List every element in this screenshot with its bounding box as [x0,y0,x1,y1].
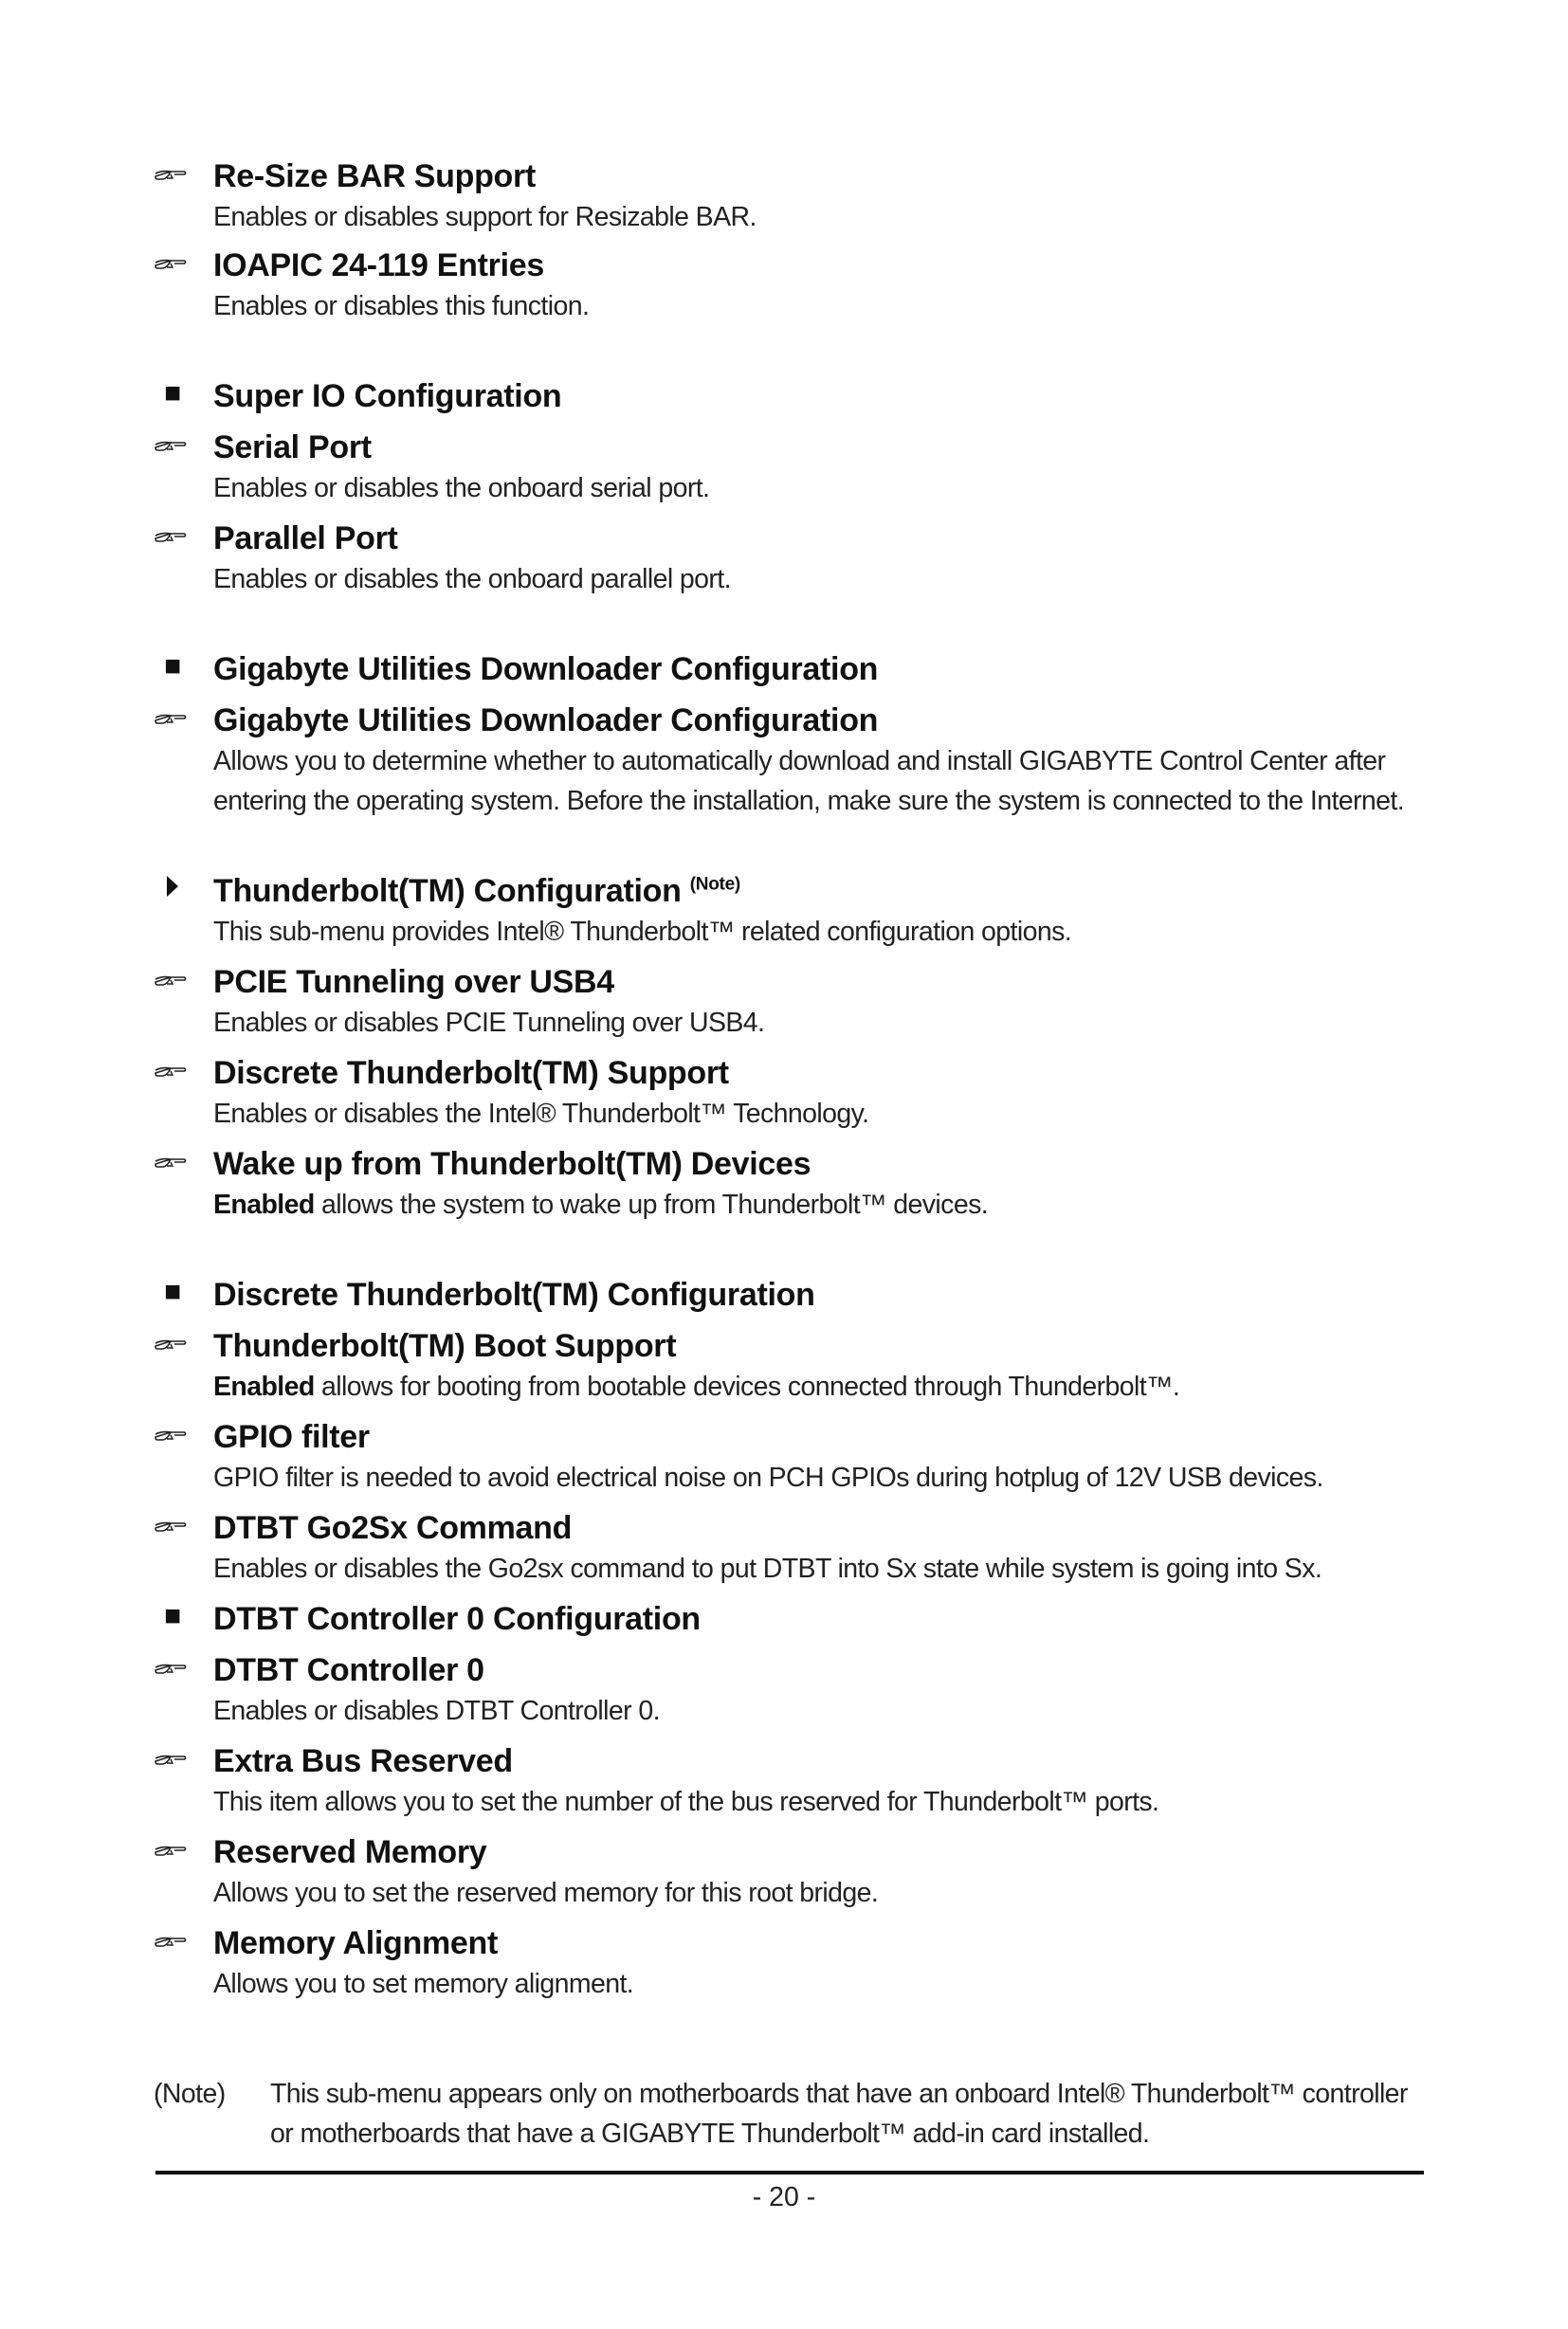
pointing-hand-icon [154,167,191,184]
pointing-hand-icon [154,1155,191,1172]
pointing-hand-icon [154,711,191,728]
option-title: IOAPIC 24-119 Entries [213,247,544,283]
description-text: allows for booting from bootable devices connected through Thunderbolt™. [314,1372,1180,1402]
section-title: DTBT Controller 0 Configuration [213,1601,701,1637]
pointing-hand-icon [154,438,191,455]
pointing-hand-icon [154,973,191,990]
option-title: DTBT Go2Sx Command [213,1510,573,1546]
enabled-keyword: Enabled [213,1190,315,1220]
pointing-hand-icon [154,1752,191,1769]
square-bullet-icon: ■ [163,1600,182,1631]
option-description: Enables or disables the onboard parallel port. [213,564,731,594]
submenu-arrow-icon [154,874,191,904]
option-description: Enables or disables the onboard serial port. [213,473,710,503]
option-description: GPIO filter is needed to avoid electrical noise on PCH GPIOs during hotplug of 12V USB devices. [213,1463,1323,1493]
pointing-hand-icon [154,1934,191,1951]
option-title: Reserved Memory [213,1834,487,1870]
option-title: Thunderbolt(TM) Boot Support [213,1328,677,1364]
submenu-title [213,870,740,912]
option-title: DTBT Controller 0 [213,1652,484,1688]
option-title: Wake up from Thunderbolt(TM) Devices [213,1146,811,1182]
pointing-hand-icon [154,256,191,273]
option-description: Enables or disables the Go2sx command to put DTBT into Sx state while system is going into Sx. [213,1554,1322,1584]
option-title: Serial Port [213,429,372,465]
pointing-hand-icon [154,1843,191,1860]
option-title: GPIO filter [213,1419,370,1455]
pointing-hand-icon [154,1337,191,1354]
option-description [213,1367,1417,1407]
option-title: Gigabyte Utilities Downloader Configuration [213,702,879,738]
option-description: This sub-menu provides Intel® Thunderbolt™ related configuration options. [213,917,1072,947]
section-title: Super IO Configuration [213,378,562,414]
option-description: Enables or disables support for Resizable BAR. [213,202,757,232]
option-description: Allows you to set memory alignment. [213,1969,634,1999]
note-marker: (Note) [689,874,740,895]
pointing-hand-icon [154,1519,191,1536]
option-description: Enables or disables DTBT Controller 0. [213,1696,660,1726]
option-description: Allows you to set the reserved memory for this root bridge. [213,1878,879,1908]
pointing-hand-icon [154,1661,191,1678]
description-text: allows the system to wake up from Thunderbolt™ devices. [314,1190,989,1220]
pointing-hand-icon [154,529,191,546]
option-description: Enables or disables the Intel® Thunderbolt™ Technology. [213,1099,869,1129]
option-title: Extra Bus Reserved [213,1743,513,1779]
square-bullet-icon: ■ [163,377,182,409]
section-title: Gigabyte Utilities Downloader Configuration [213,651,879,687]
pointing-hand-icon [154,1064,191,1081]
footnote-label: (Note) [154,2079,226,2109]
submenu-title-text: Thunderbolt(TM) Configuration [213,873,682,909]
option-title: Discrete Thunderbolt(TM) Support [213,1055,729,1091]
footer-divider [155,2171,1424,2174]
section-title: Discrete Thunderbolt(TM) Configuration [213,1277,815,1313]
option-description: Enables or disables this function. [213,291,590,321]
enabled-keyword: Enabled [213,1372,315,1402]
footnote-text: This sub-menu appears only on motherboards that have an onboard Intel® Thunderbolt™ controller or motherboards that have a GIGABYTE Thunderbolt™ add-in card installed. [270,2079,1408,2149]
option-description [213,1185,1417,1225]
option-title: PCIE Tunneling over USB4 [213,964,614,1000]
option-title: Parallel Port [213,520,398,556]
square-bullet-icon: ■ [163,1276,182,1307]
pointing-hand-icon [154,1428,191,1445]
page-number: - 20 - [752,2182,816,2212]
option-title: Memory Alignment [213,1925,498,1961]
option-description: Enables or disables PCIE Tunneling over USB4. [213,1008,765,1038]
option-title: Re-Size BAR Support [213,158,536,194]
square-bullet-icon: ■ [163,650,182,682]
option-description: This item allows you to set the number of the bus reserved for Thunderbolt™ ports. [213,1787,1159,1817]
option-description: Allows you to determine whether to automatically download and install GIGABYTE Control Center after entering the operating system. Before the installation, make sure the system is connected to the Internet. [213,746,1405,816]
